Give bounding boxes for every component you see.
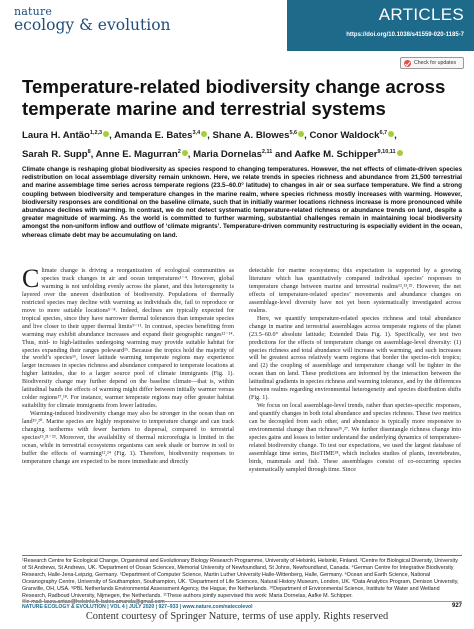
author-affiliation-sup: 1,2,3 <box>89 130 103 136</box>
drop-cap: C <box>22 264 40 293</box>
journal-name-line2: ecology & evolution <box>14 16 171 34</box>
abstract: Climate change is reshaping global biodiversity as species respond to changing temperatures. However, the net effects of climate-driven species redistribution on local assemblage diversity remain unknown. Here, we relate trends in species richness and abundance from 21,500 terrestrial and marine assemblage time series across temperate regions (23.5–60.0° latitude) to changes in air or sea surface temperature. We find a strong coupling between biodiversity and temperature changes in the marine realm, where species richness mostly increases with warming. However, biodiversity responses are conditional on the baseline climate, such that in initially warmer locations richness increase is more pronounced while abundance declines with warming. In contrast, we do not detect systematic temperature-related richness or abundance trends on land, despite a greater magnitude of warming. As the world is committed to further warming, substantial challenges remain in maintaining local biodiversity amongst the non-uniform inflow and outflow of ‘climate migrants’. Temperature-driven community restructuring is especially evident in the ocean, whereas climate debt may be accumulating on land. <box>22 166 462 239</box>
author-separator: , <box>109 130 112 141</box>
footer-journal-info[interactable]: NATURE ECOLOGY & EVOLUTION | VOL 4 | JULY 2020 | 927–933 | www.nature.com/natecolevol <box>22 604 253 610</box>
author-affiliation-sup: 9,10,11 <box>377 149 396 155</box>
body-paragraph-text: limate change is driving a reorganization of ecological communities as species track changes in air and ocean temperatures¹⁻⁴. However, global warming is not unfolding evenly across the planet, and this heterogeneity is layered over the uneven distribution of biodiversity. Populations of thermally restricted species may decline with warming as individuals die, fail to reproduce or move to more suitable locations⁵⁻⁸. Indeed, declines are typically expected for tropical species, since they have narrower thermal tolerances than temperate species and live closer to their upper thermal limits⁹⁻¹¹. In contrast, species benefiting from warming may exhibit abundance increases and expand their geographic ranges¹²⁻¹⁴. Thus, mid- to high-latitudes undergoing warming may provide suitable habitat for species expanding their ranges poleward¹⁵. Because the tropics hold the majority of the world’s species¹⁶, lower latitude warming temperate regions may experience larger increases in species richness and abundance compared to temperate locations at higher latitudes, due to a larger source pool of climate immigrants (Fig. 1). Biodiversity change may further depend on the baseline climate—that is, within latitudinal bands the effects of warming might differ between initially warmer versus colder regions¹⁷,¹⁸. For instance, warmer temperate regions may offer greater habitat suitability for climate immigrants from lower latitudes. <box>22 268 234 410</box>
author-separator: , <box>394 130 397 141</box>
author-affiliation-sup: 2,11 <box>261 149 273 155</box>
author-name[interactable]: Laura H. Antão <box>22 130 90 141</box>
author-separator: , <box>90 149 94 160</box>
author-affiliation-sup: 2 <box>177 149 181 155</box>
journal-name-line1: nature <box>14 5 53 18</box>
author-name[interactable]: Aafke M. Schipper <box>294 149 378 160</box>
body-paragraph <box>22 264 234 411</box>
check-updates-label: Check for updates <box>414 60 457 66</box>
page-number: 927 <box>451 603 462 609</box>
section-label: ARTICLES <box>378 5 464 24</box>
affiliations-text: ¹Research Centre for Ecological Change, Organismal and Evolutionary Biology Research Programme, University of Helsinki, Helsinki, Finland. ²Centre for Biological Diversity, University of St Andrews, St Andrews, UK. ³Department of Ocean Sciences, Memorial University of Newfoundland, St Johns, Newfoundland, Canada. ⁴German Centre for Integrative Biodiversity Research, Halle-Jena-Leipzig, Germany. ⁵Department of Computer Science, Martin Luther University Halle-Wittenberg, Halle, Germany. ⁶Ocean and Earth Science, National Oceanography Centre, University of Southampton, Southampton, UK. ⁷Department of Life Sciences, Natural History Museum, London, UK. ⁸Data Analytics Program, Denison University, Granville, OH, USA. ⁹PBL Netherlands Environmental Assessment Agency, the Hague, the Netherlands. ¹⁰Department of Environmental Science, Institute for Water and Wetland Research, Radboud University, Nijmegen, the Netherlands. ¹¹These authors jointly supervised this work: Maria Dornelas, Aafke M. Schipper. <box>22 558 459 599</box>
author-name[interactable]: Amanda E. Bates <box>114 130 193 141</box>
correspondence-email[interactable]: ✉e-mail: laura.antao@helsinki.fi; bates.amanda@gmail.com <box>22 599 165 606</box>
body-paragraph: We focus on local assemblage-level trends, rather than species-specific responses, and quantify changes in both total abundance and species richness. These two metrics can be decoupled from each other, and abundance is typically more responsive to environmental change than richness²⁶,²⁷. We further disentangle richness change into species gains and losses to better understand the underlying dynamics of temperature-related biodiversity change. To test our expectations, we used the largest database of assemblage time series, BioTIME²⁸, which includes studies of plants, invertebrates, birds, mammals and fish. These assemblages consist of co-occurring species systematically sampled through time. Since <box>249 403 461 473</box>
orcid-icon[interactable] <box>397 150 403 156</box>
check-updates-icon <box>404 60 411 67</box>
body-column-right <box>249 268 461 475</box>
author-name[interactable]: Shane A. Blowes <box>212 130 290 141</box>
author-list <box>22 125 462 163</box>
body-column-left <box>22 264 234 467</box>
author-separator: , <box>304 130 307 141</box>
author-affiliation-sup: 6,7 <box>379 130 388 136</box>
author-name[interactable]: Anne E. Magurran <box>95 149 178 160</box>
footer-divider <box>22 601 462 602</box>
body-paragraph: Here, we quantify temperature-related species richness and total abundance change in marine and terrestrial assemblages across temperate regions of the planet (23.5–60.0° absolute latitude; Extended Data Fig. 1). Specifically, we test two predictions for the effects of temperature change on assemblage-level diversity: (1) species richness and total abundance will increase with warming, and such increases will be greatest across relatively warm regions that border the species-rich tropics; and (2) the coupling of assemblage and temperature change will be tighter in the ocean than on land. These predictions are informed by the interaction between the latitudinal gradients in species richness and warming tolerance, and by the differences between realms regarding environmental heterogeneity and species distribution shifts (Fig. 1). <box>249 315 461 402</box>
doi-link[interactable]: https://doi.org/10.1038/s41559-020-1185-7 <box>346 32 464 38</box>
author-separator: , <box>187 149 191 160</box>
journal-header <box>0 0 474 52</box>
author-name[interactable]: Conor Waldock <box>309 130 380 141</box>
author-affiliation-sup: 5,6 <box>289 130 298 136</box>
copyright-notice: Content courtesy of Springer Nature, terms of use apply. Rights reserved <box>85 611 389 622</box>
body-paragraph: Warming-induced biodiversity change may also be stronger in the ocean than on land¹⁹,²⁰. Marine species are highly responsive to temperature change and can track changing isotherms with fewer barriers to dispersal, compared to terrestrial species¹³,²¹⁻²³. Moreover, the availability of thermal microrefugia is limited in the ocean, while in terrestrial ecosystems organisms can seek shade or burrow in soil to buffer the effects of warming¹²,²⁴ (Fig. 1). Therefore, biodiversity responses to temperature change are expected to be more immediate and directly <box>22 411 234 465</box>
check-updates-button[interactable] <box>400 57 464 69</box>
author-name[interactable]: Maria Dornelas <box>193 149 262 160</box>
author-affiliation-sup: 8 <box>87 149 91 155</box>
affiliations <box>22 558 462 606</box>
journal-logo[interactable] <box>14 6 194 34</box>
article-title: Temperature-related biodiversity change across temperate marine and terrestrial systems <box>22 76 446 119</box>
affiliations-divider <box>22 555 462 556</box>
author-affiliation-sup: 3,4 <box>192 130 201 136</box>
author-name[interactable]: Sarah R. Supp <box>22 149 88 160</box>
body-paragraph: detectable for marine ecosystems; this expectation is supported by a growing literature which has quantitatively compared individual species’ responses to temperature change between marine and terrestrial realms¹²,¹³,²⁵. However, the net effects of temperature-related species’ movements and abundance changes on assemblage-level diversity have not yet been systematically investigated across realms. <box>249 268 461 314</box>
section-banner <box>287 0 474 51</box>
author-separator: , <box>207 130 210 141</box>
author-separator: and <box>275 149 293 160</box>
